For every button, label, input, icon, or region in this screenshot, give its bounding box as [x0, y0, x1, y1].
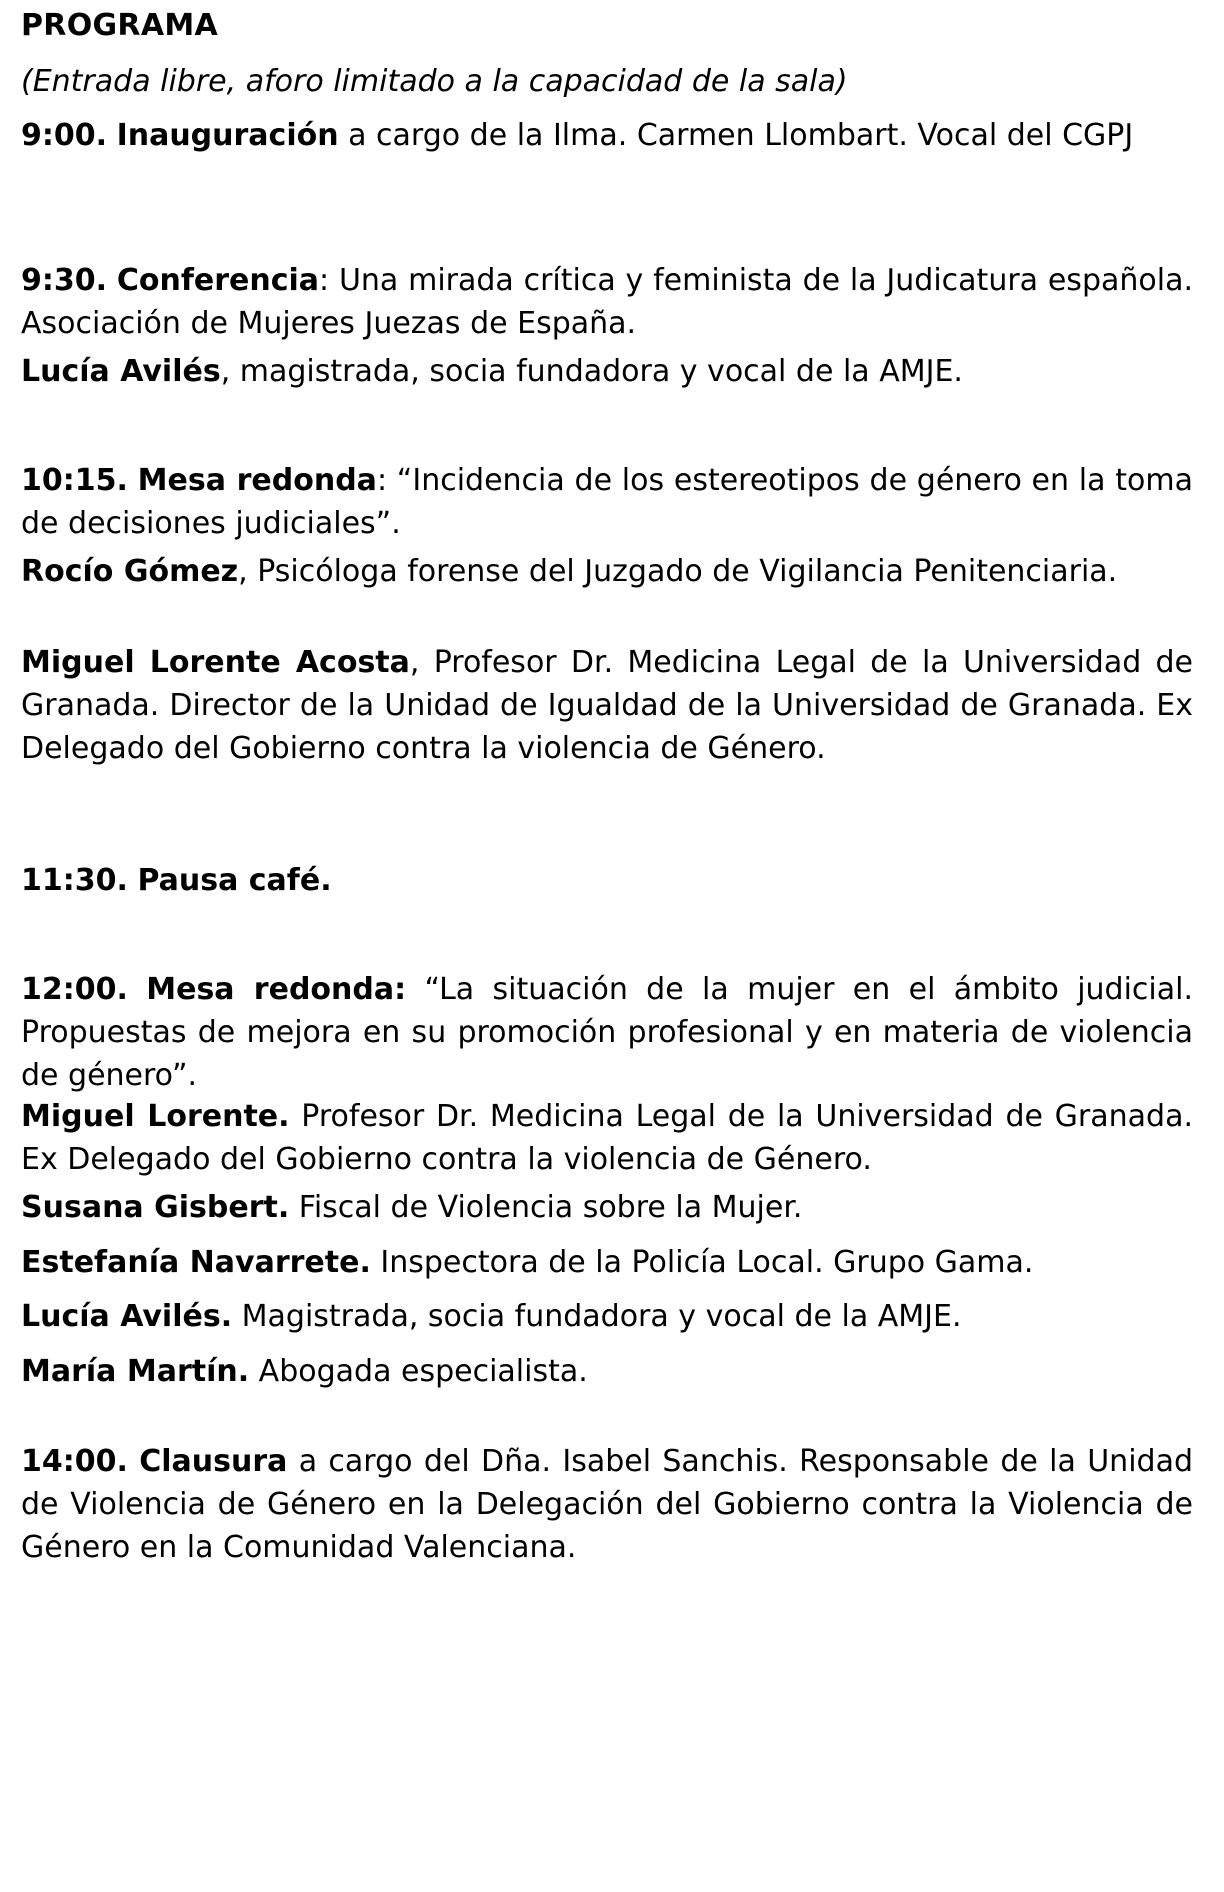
speaker-name: Lucía Avilés	[21, 354, 221, 389]
speaker-description: , magistrada, socia fundadora y vocal de la AMJE.	[220, 354, 963, 389]
speaker-entry	[21, 1095, 1193, 1181]
speaker-name: Estefanía Navarrete.	[21, 1245, 371, 1280]
speaker-name: Miguel Lorente.	[21, 1099, 290, 1134]
page-subtitle: (Entrada libre, aforo limitado a la capacidad de la sala)	[21, 64, 848, 99]
speaker-entry	[21, 1186, 1193, 1229]
speaker-description: , Profesor Dr. Medicina Legal de la Universidad de Granada. Director de la Unidad de Igualdad de la Universidad de Granada. Ex Delegado del Gobierno contra la violencia de Género.	[21, 645, 1194, 766]
speaker-description: Magistrada, socia fundadora y vocal de la AMJE.	[232, 1299, 962, 1334]
entry-time: 10:15.	[21, 463, 128, 498]
schedule-entry-1015	[21, 459, 1193, 545]
entry-label: Clausura	[139, 1444, 288, 1479]
speaker-entry	[21, 1350, 1193, 1393]
speaker-entry	[21, 1295, 1193, 1338]
speaker-entry	[21, 350, 1193, 393]
speaker-name: María Martín.	[21, 1354, 250, 1389]
entry-time: 14:00.	[21, 1444, 128, 1479]
speaker-description: Abogada especialista.	[249, 1354, 588, 1389]
speaker-description: , Psicóloga forense del Juzgado de Vigilancia Penitenciaria.	[238, 554, 1118, 589]
speaker-name: Susana Gisbert.	[21, 1190, 290, 1225]
entry-label: Mesa redonda:	[146, 972, 407, 1007]
speaker-name: Rocío Gómez	[21, 554, 239, 589]
entry-text: a cargo del Dña. Isabel Sanchis. Responsable de la Unidad de Violencia de Género en la Delegación del Gobierno contra la Violencia de Género en la Comunidad Valenciana.	[21, 1444, 1193, 1565]
entry-label: Mesa redonda	[137, 463, 377, 498]
entry-time: 9:00.	[21, 118, 108, 153]
speaker-description: Fiscal de Violencia sobre la Mujer.	[289, 1190, 803, 1225]
speaker-entry	[21, 1241, 1193, 1284]
entry-text: “La situación de la mujer en el ámbito judicial. Propuestas de mejora en su promoción profesional y en materia de violencia de género”.	[21, 972, 1194, 1093]
entry-label: Inauguración	[116, 118, 339, 153]
entry-text: : Una mirada crítica y feminista de la Judicatura española. Asociación de Mujeres Juezas de España.	[21, 263, 1193, 341]
schedule-entry-1400	[21, 1440, 1193, 1569]
schedule-entry-1200	[21, 968, 1193, 1097]
entry-label: Conferencia	[116, 263, 320, 298]
page-title: PROGRAMA	[21, 8, 219, 43]
speaker-description: Profesor Dr. Medicina Legal de la Universidad de Granada. Ex Delegado del Gobierno contra la violencia de Género.	[21, 1099, 1194, 1177]
schedule-entry-0930	[21, 259, 1193, 345]
speaker-name: Lucía Avilés.	[21, 1299, 233, 1334]
schedule-entry-0900	[21, 114, 1193, 157]
entry-time: 12:00.	[21, 972, 128, 1007]
speaker-entry	[21, 550, 1193, 593]
speaker-name: Miguel Lorente Acosta	[21, 645, 410, 680]
speaker-description: Inspectora de la Policía Local. Grupo Gama.	[370, 1245, 1034, 1280]
entry-text: : “Incidencia de los estereotipos de género en la toma de decisiones judiciales”.	[21, 463, 1193, 541]
speaker-entry	[21, 641, 1193, 770]
entry-time: 9:30.	[21, 263, 108, 298]
entry-text: a cargo de la Ilma. Carmen Llombart. Vocal del CGPJ	[338, 118, 1134, 153]
entry-label: Pausa café.	[137, 863, 332, 898]
schedule-entry-1130	[21, 859, 1193, 902]
entry-time: 11:30.	[21, 863, 128, 898]
